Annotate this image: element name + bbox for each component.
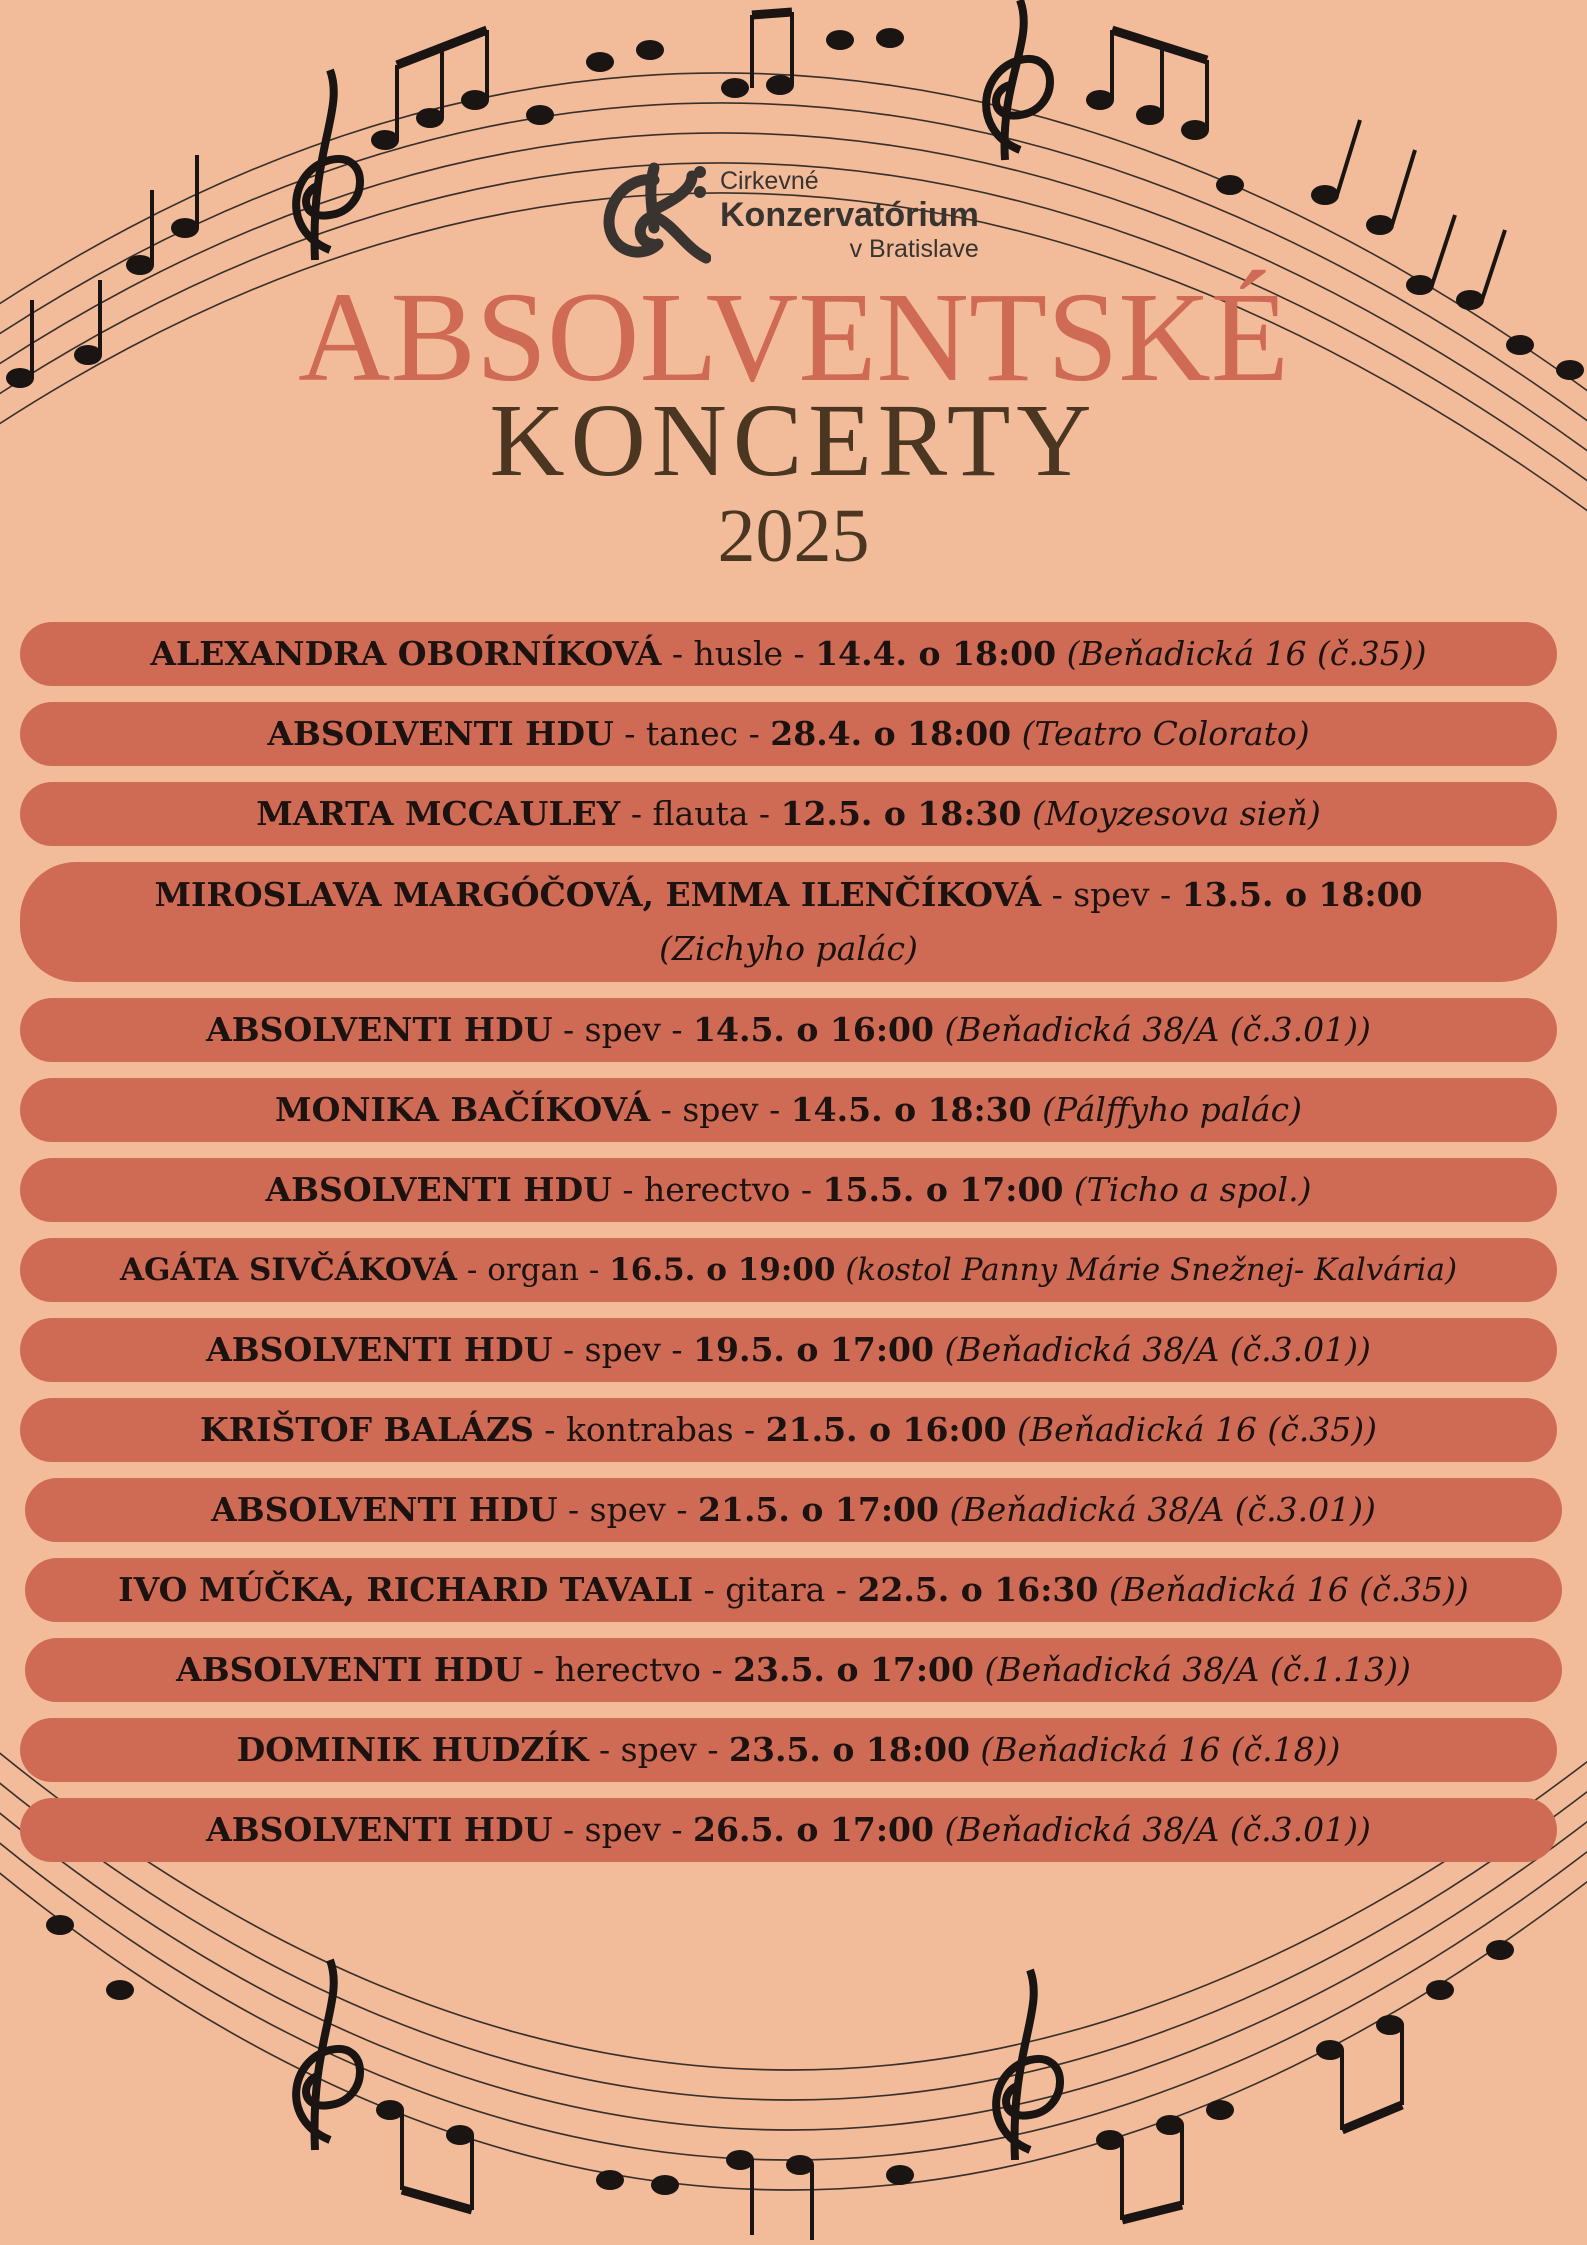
separator: - (703, 1570, 715, 1609)
performer-name: MONIKA BAČÍKOVÁ (275, 1090, 651, 1129)
performer-name: ABSOLVENTI HDU (206, 1330, 553, 1369)
concert-row-1 (20, 622, 1557, 686)
performer-name: ABSOLVENTI HDU (211, 1490, 558, 1529)
performer-name: ALEXANDRA OBORNÍKOVÁ (150, 634, 662, 673)
instrument: gitara (725, 1570, 826, 1609)
separator: - (671, 1330, 683, 1369)
date-time: 13.5. o 18:00 (1181, 875, 1423, 914)
performer-name: AGÁTA SIVČÁKOVÁ (119, 1252, 457, 1288)
date-time: 28.4. o 18:00 (770, 714, 1012, 753)
instrument: spev (682, 1090, 759, 1129)
date-time: 14.5. o 18:30 (790, 1090, 1032, 1129)
date-time: 14.4. o 18:00 (815, 634, 1057, 673)
separator: - (711, 1650, 723, 1689)
title-absolventske: ABSOLVENTSKÉ (298, 266, 1289, 408)
separator: - (800, 1170, 813, 1209)
separator: - (624, 714, 636, 753)
concert-row-3 (20, 782, 1557, 846)
separator: - (676, 1490, 688, 1529)
performer-name: ABSOLVENTI HDU (206, 1810, 553, 1849)
date-time: 23.5. o 17:00 (733, 1650, 974, 1689)
instrument: organ (487, 1252, 579, 1288)
concert-row-13 (25, 1638, 1562, 1702)
instrument: husle (693, 634, 784, 673)
logo-line-1: Cirkevné (720, 167, 819, 195)
venue: (Beňadická 38/A (č.3.01)) (944, 1330, 1371, 1369)
venue: (Beňadická 38/A (č.3.01)) (944, 1010, 1371, 1049)
separator: - (630, 794, 643, 833)
venue: (Beňadická 16 (č.35)) (1017, 1410, 1378, 1449)
concert-row-8 (20, 1238, 1557, 1302)
concert-row-14 (20, 1718, 1557, 1782)
separator: - (568, 1490, 580, 1529)
performer-name: ABSOLVENTI HDU (267, 714, 614, 753)
logo-line-2: Konzervatórium (720, 196, 979, 234)
title-koncerty: KONCERTY (489, 383, 1098, 498)
venue: (kostol Panny Márie Snežnej- Kalvária) (845, 1252, 1458, 1288)
instrument: tanec (645, 714, 739, 753)
date-time: 16.5. o 19:00 (609, 1252, 836, 1288)
concert-row-5 (20, 998, 1557, 1062)
separator: - (748, 714, 760, 753)
concert-row-7 (20, 1158, 1557, 1222)
separator: - (707, 1730, 719, 1769)
instrument: spev (1073, 875, 1150, 914)
concert-row-2 (20, 702, 1557, 766)
venue: (Beňadická 16 (č.35)) (1066, 634, 1427, 673)
date-time: 26.5. o 17:00 (693, 1810, 934, 1849)
performer-name: ABSOLVENTI HDU (206, 1010, 553, 1049)
performer-name: MARTA MCCAULEY (256, 794, 621, 833)
date-time: 21.5. o 16:00 (765, 1410, 1007, 1449)
venue: (Zichyho palác) (659, 929, 918, 968)
concert-row-9 (20, 1318, 1557, 1382)
separator: - (671, 1810, 683, 1849)
separator: - (835, 1570, 847, 1609)
venue: (Beňadická 16 (č.18)) (980, 1730, 1341, 1769)
separator: - (793, 634, 805, 673)
date-time: 23.5. o 18:00 (729, 1730, 970, 1769)
separator: - (769, 1090, 781, 1129)
logo-line-3: v Bratislave (849, 235, 979, 263)
separator: - (563, 1330, 575, 1369)
separator: - (744, 1410, 756, 1449)
venue: (Teatro Colorato) (1021, 714, 1310, 753)
date-time: 12.5. o 18:30 (780, 794, 1022, 833)
venue: (Beňadická 38/A (č.3.01)) (944, 1810, 1371, 1849)
instrument: herectvo (644, 1170, 791, 1209)
concert-row-4 (20, 862, 1557, 982)
venue: (Beňadická 16 (č.35)) (1108, 1570, 1469, 1609)
concert-row-15 (20, 1798, 1557, 1862)
separator: - (1159, 875, 1172, 914)
date-time: 19.5. o 17:00 (693, 1330, 934, 1369)
separator: - (1051, 875, 1063, 914)
separator: - (466, 1252, 478, 1288)
separator: - (758, 794, 771, 833)
performer-name: DOMINIK HUDZÍK (236, 1730, 589, 1769)
separator: - (622, 1170, 634, 1209)
performer-name: ABSOLVENTI HDU (265, 1170, 612, 1209)
performer-name: MIROSLAVA MARGÓČOVÁ, EMMA ILENČÍKOVÁ (154, 875, 1042, 914)
date-time: 22.5. o 16:30 (857, 1570, 1099, 1609)
separator: - (544, 1410, 556, 1449)
instrument: kontrabas (565, 1410, 734, 1449)
venue: (Moyzesova sieň) (1031, 794, 1321, 833)
title-year: 2025 (717, 494, 870, 578)
instrument: spev (584, 1010, 661, 1049)
instrument: spev (584, 1810, 661, 1849)
performer-name: KRIŠTOF BALÁZS (199, 1410, 534, 1449)
concert-row-12 (25, 1558, 1562, 1622)
venue: (Pálffyho palác) (1042, 1090, 1302, 1129)
separator: - (563, 1010, 575, 1049)
separator: - (563, 1810, 575, 1849)
separator: - (671, 1010, 683, 1049)
instrument: herectvo (554, 1650, 701, 1689)
separator: - (660, 1090, 672, 1129)
performer-name: ABSOLVENTI HDU (176, 1650, 523, 1689)
concert-row-10 (20, 1398, 1557, 1462)
instrument: spev (584, 1330, 661, 1369)
date-time: 15.5. o 17:00 (822, 1170, 1064, 1209)
instrument: flauta (652, 794, 749, 833)
date-time: 14.5. o 16:00 (693, 1010, 934, 1049)
venue: (Beňadická 38/A (č.1.13)) (984, 1650, 1411, 1689)
separator: - (671, 634, 683, 673)
instrument: spev (620, 1730, 697, 1769)
concert-row-11 (25, 1478, 1562, 1542)
separator: - (532, 1650, 545, 1689)
separator: - (598, 1730, 611, 1769)
venue: (Beňadická 38/A (č.3.01)) (949, 1490, 1376, 1529)
date-time: 21.5. o 17:00 (698, 1490, 939, 1529)
venue: (Ticho a spol.) (1073, 1170, 1312, 1209)
concert-row-6 (20, 1078, 1557, 1142)
performer-name: IVO MÚČKA, RICHARD TAVALI (118, 1570, 694, 1609)
separator: - (588, 1252, 600, 1288)
instrument: spev (589, 1490, 666, 1529)
